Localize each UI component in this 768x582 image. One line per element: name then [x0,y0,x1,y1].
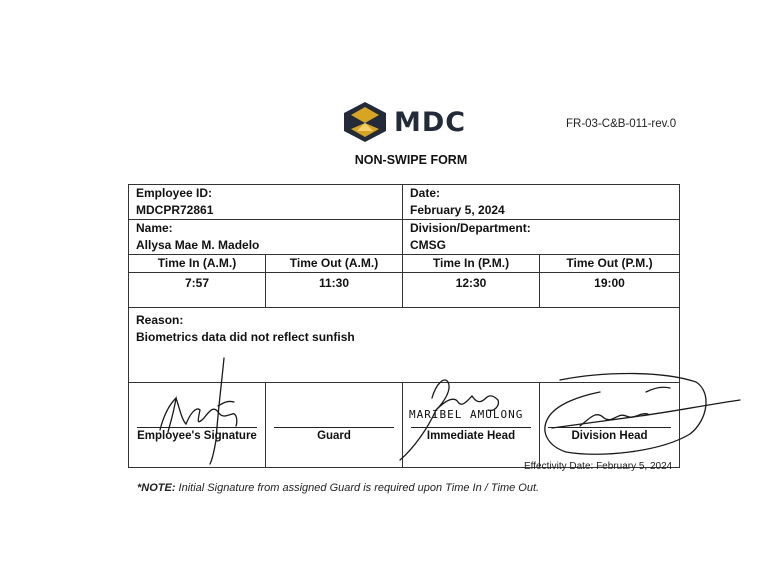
footer-note [137,482,539,494]
employee-id-cell [129,185,403,220]
form-code: FR-03-C&B-011-rev.0 [566,118,677,130]
employee-signature-label: Employee's Signature [137,430,257,442]
immediate-head-signature-cell [403,383,540,468]
time-out-am-value: 11:30 [266,273,403,308]
form-table [128,184,680,468]
division-value: CMSG [410,238,446,252]
form-title: NON-SWIPE FORM [354,153,468,167]
reason-cell [129,308,680,383]
name-value: Allysa Mae M. Madelo [136,238,260,252]
division-cell [403,220,680,255]
time-out-pm-header: Time Out (P.M.) [540,255,680,273]
time-in-am-header: Time In (A.M.) [129,255,266,273]
immediate-head-signature-label: Immediate Head [426,430,516,442]
employee-id-label: Employee ID: [136,186,213,200]
effectivity-date: Effectivity Date: February 5, 2024 [524,461,673,472]
time-out-pm-value: 19:00 [540,273,680,308]
time-in-pm-header: Time In (P.M.) [403,255,540,273]
note-text: Initial Signature from assigned Guard is required upon Time In / Time Out. [175,482,540,494]
guard-signature-cell [266,383,403,468]
signature-line [274,427,394,428]
time-out-am-header: Time Out (A.M.) [266,255,403,273]
signature-line [548,427,671,428]
name-label: Name: [136,221,173,235]
date-label: Date: [410,186,441,200]
mdc-logo-icon [342,101,388,143]
guard-signature-label: Guard [317,430,351,442]
signature-line [137,427,257,428]
note-bold: *NOTE: [137,482,176,494]
logo-text: MDC [394,106,467,138]
division-head-signature-cell [540,383,680,468]
employee-signature-cell [129,383,266,468]
division-head-signature-label: Division Head [571,430,648,442]
date-value: February 5, 2024 [410,203,505,217]
signature-line [411,427,531,428]
division-label: Division/Department: [410,221,531,235]
reason-value: Biometrics data did not reflect sunfish [136,330,355,344]
date-cell [403,185,680,220]
employee-id-value: MDCPR72861 [136,203,214,217]
immediate-head-name: MARIBEL AMULONG [409,408,524,421]
mdc-logo [342,99,482,145]
name-cell [129,220,403,255]
time-in-pm-value: 12:30 [403,273,540,308]
time-in-am-value: 7:57 [129,273,266,308]
reason-label: Reason: [136,313,184,327]
